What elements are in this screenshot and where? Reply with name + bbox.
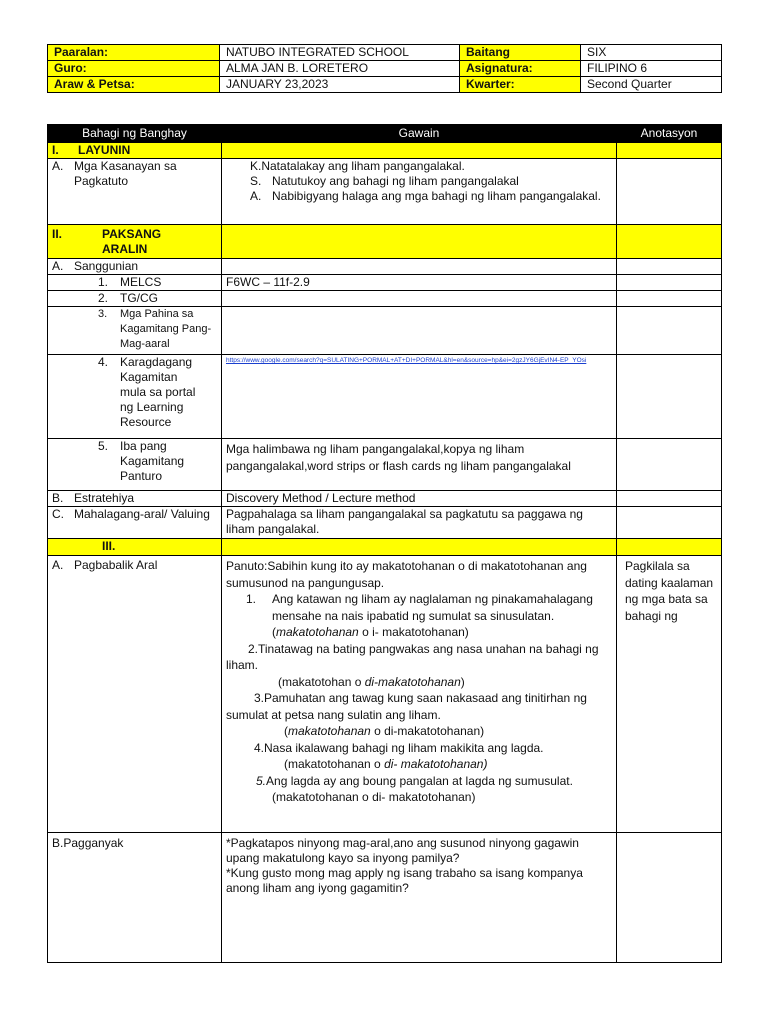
header-row: [48, 61, 722, 77]
row-label: A. Pagbabalik Aral: [48, 556, 222, 833]
list-item: 2.Tinatawag na bating pangwakas ang nasa unahan na bahagi ng liham.: [226, 641, 599, 672]
list-item: 3.Pamuhatan ang tawag kung saan nakasaad ang tinitirhan ng sumulat at petsa nang sulatin ang liham.: [226, 691, 587, 722]
row-label: A. Mga Kasanayan sa Pagkatuto: [48, 159, 222, 225]
table-row: [48, 275, 722, 291]
list-item: 5.Ang lagda ay ang boung pangalan at lagda ng sumusulat.: [256, 773, 573, 788]
instructions: Panuto:Sabihin kung ito ay makatotohanan o di makatotohanan ang sumusunod na pangungusap.: [226, 559, 587, 590]
table-row: [48, 556, 722, 833]
table-row: [48, 291, 722, 307]
table-row: [48, 159, 722, 225]
annotation-cell: Pagkilala sa dating kaalaman ng mga bata sa bahagi ng: [617, 556, 722, 833]
answer-line: (makatotohanan o di-makatotohanan): [284, 724, 485, 738]
section-label: I. LAYUNIN: [48, 143, 222, 159]
label-paaralan: Paaralan:: [48, 45, 220, 61]
value-araw-petsa: JANUARY 23,2023: [220, 77, 460, 93]
answer-line: (makatotohanan o di- makatotohanan): [284, 757, 488, 771]
list-item: K. Natatalakay ang liham pangangalakal.: [250, 159, 465, 173]
label-kwarter: Kwarter:: [460, 77, 581, 93]
header-row: [48, 77, 722, 93]
paragraph: *Pagkatapos ninyong mag-aral,ano ang susunod ninyong gagawin upang makatulong kayo sa inyong pamilya?: [226, 836, 579, 865]
section-label: III.: [48, 539, 222, 556]
section-row-layunin: [48, 143, 722, 159]
table-row: [48, 355, 722, 439]
header-row: [48, 45, 722, 61]
value-kwarter: Second Quarter: [581, 77, 722, 93]
row-value: [222, 355, 617, 439]
value-asignatura: FILIPINO 6: [581, 61, 722, 77]
answer-line: (makatotohanan o di- makatotohanan): [272, 790, 476, 804]
section-row-paksang-aralin: [48, 225, 722, 259]
row-value: Mga halimbawa ng liham pangangalakal,kopya ng liham pangangalakal,word strips or flash cards ng liham pangangalakal: [222, 439, 617, 491]
objectives-cell: [222, 159, 617, 225]
pagganyak-content: [222, 833, 617, 963]
row-value: Pagpahalaga sa liham pangangalakal sa pagkatutu sa paggawa ng liham pangalakal.: [222, 507, 617, 539]
label-araw-petsa: Araw & Petsa:: [48, 77, 220, 93]
list-item: 4.Nasa ikalawang bahagi ng liham makikita ang lagda.: [254, 740, 544, 755]
row-value: F6WC – 11f-2.9: [222, 275, 617, 291]
table-row: [48, 439, 722, 491]
row-label: B. Estratehiya: [48, 491, 222, 507]
table-row: [48, 833, 722, 963]
column-header-gawain: Gawain: [222, 125, 617, 143]
value-baitang: SIX: [581, 45, 722, 61]
list-item: S. Natutukoy ang bahagi ng liham pangangalakal: [250, 174, 519, 188]
row-label: 4. Karagdagang Kagamitan mula sa portal ng Learning Resource: [48, 355, 222, 439]
row-value: Discovery Method / Lecture method: [222, 491, 617, 507]
balik-aral-content: [222, 556, 617, 833]
answer-line: (makatotohan o di-makatotohanan): [278, 674, 465, 689]
value-paaralan: NATUBO INTEGRATED SCHOOL: [220, 45, 460, 61]
section-label: II. PAKSANG ARALIN: [48, 225, 222, 259]
row-label: C. Mahalagang-aral/ Valuing: [48, 507, 222, 539]
label-guro: Guro:: [48, 61, 220, 77]
section-row-iii: [48, 539, 722, 556]
row-label: B.Pagganyak: [48, 833, 222, 963]
column-header-bahagi: Bahagi ng Banghay: [48, 125, 222, 143]
table-row: [48, 491, 722, 507]
value-guro: ALMA JAN B. LORETERO: [220, 61, 460, 77]
resource-link[interactable]: https://www.google.com/search?q=SULATING+PORMAL+AT+DI+PORMAL&hl=en&source=hp&ei=2gzJY6GjEvIN4-EP_YOsi: [226, 357, 587, 364]
list-item: 1. Ang katawan ng liham ay naglalaman ng pinakamahalagang mensahe na nais ipabatid ng sumulat sa sinusulatan.: [246, 592, 593, 623]
column-header-anotasyon: Anotasyon: [617, 125, 722, 143]
lesson-plan-table: [47, 124, 722, 963]
table-row: [48, 259, 722, 275]
table-row: [48, 507, 722, 539]
label-asignatura: Asignatura:: [460, 61, 581, 77]
table-row: [48, 307, 722, 355]
row-label: 5. Iba pang Kagamitang Panturo: [48, 439, 222, 491]
row-label: 3. Mga Pahina sa Kagamitang Pang-Mag-aaral: [48, 307, 222, 355]
table-header-row: [48, 125, 722, 143]
row-label: A. Sanggunian: [48, 259, 222, 275]
label-baitang: Baitang: [460, 45, 581, 61]
list-item: A. Nabibigyang halaga ang mga bahagi ng liham pangangalakal.: [250, 189, 601, 203]
row-label: 2. TG/CG: [48, 291, 222, 307]
row-label: 1. MELCS: [48, 275, 222, 291]
answer-line: (makatotohanan o i- makatotohanan): [272, 625, 469, 639]
header-table: [47, 44, 722, 93]
paragraph: *Kung gusto mong mag apply ng isang trabaho sa isang kompanya anong liham ang iyong gagamitin?: [226, 866, 583, 895]
